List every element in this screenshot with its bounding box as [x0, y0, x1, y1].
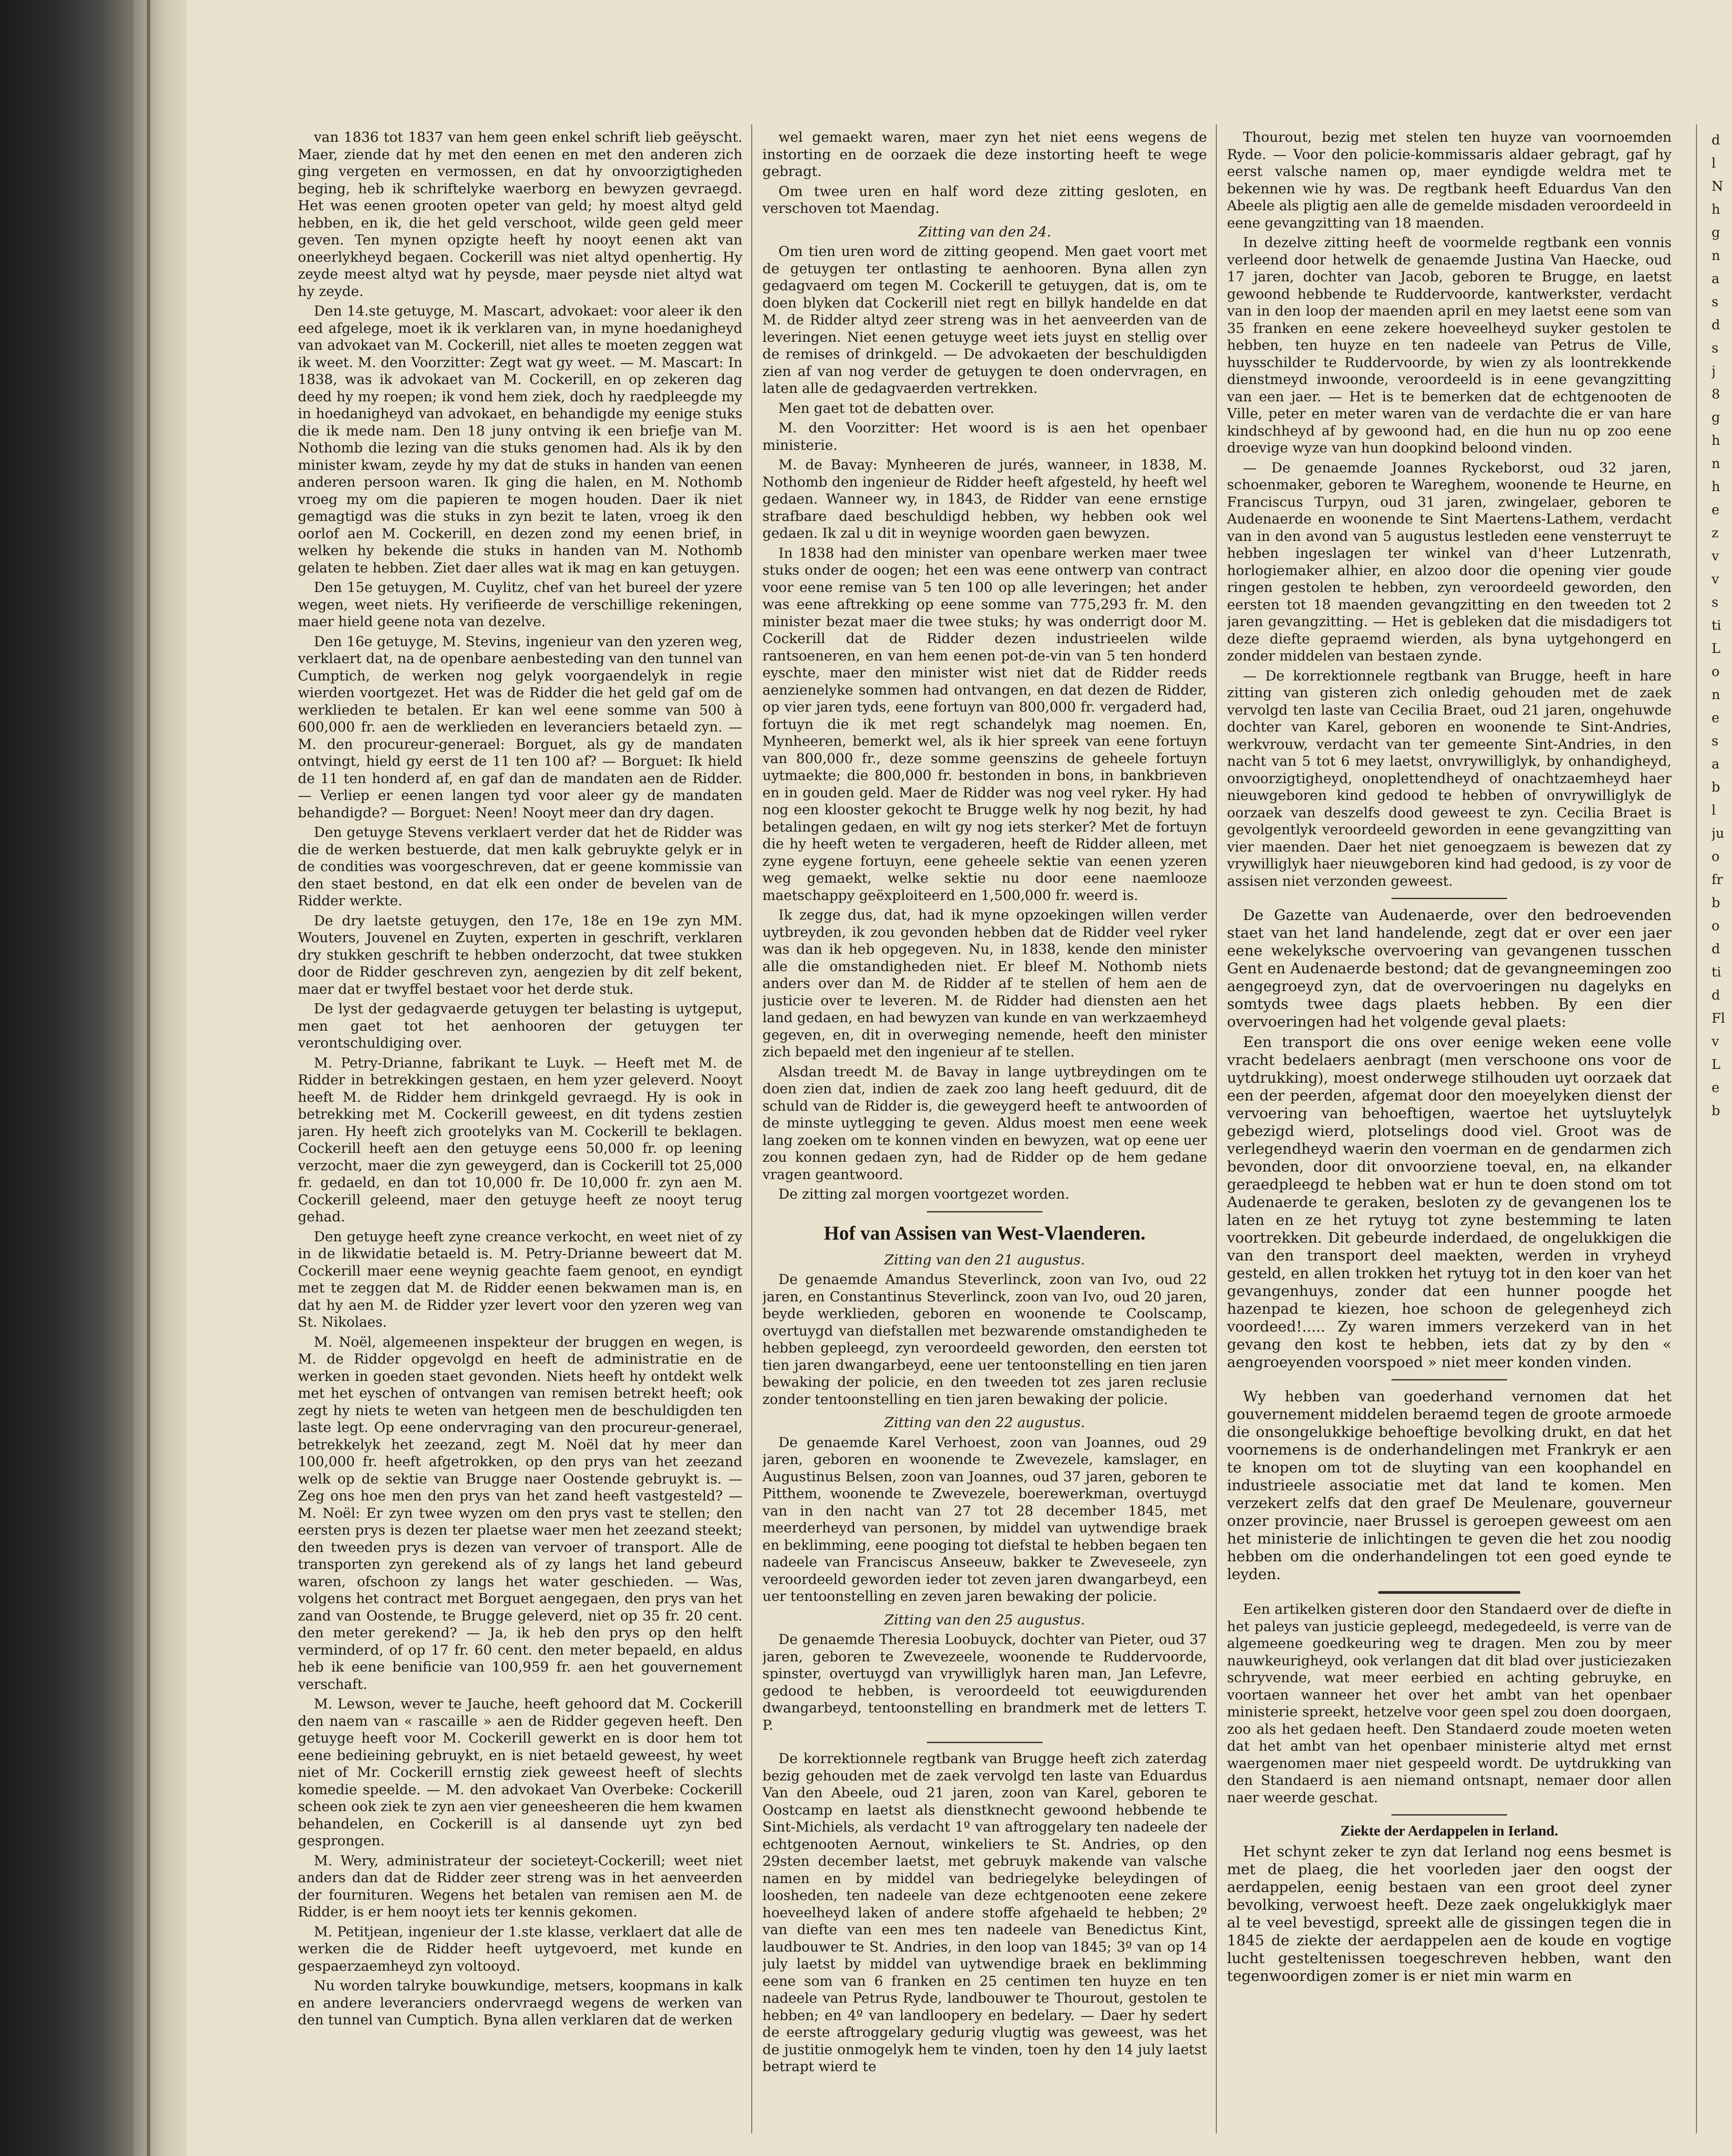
book-binding — [0, 0, 133, 2156]
section-separator — [927, 1742, 1042, 1743]
cut-off-line-start: Fl — [1712, 1011, 1725, 1026]
paragraph: Den 16e getuyge, M. Stevins, ingenieur van den yzeren weg, verklaert dat, na de openbare aenbesteding van den tunnel van Cumptich, de werken nog gelyk voorgaendelyk in regie wierden voortgezet. Het was de Ridder die het geld gaf om de werklieden te betalen. Er kan wel eene somme van 500 à 600,000 fr. aen de werklieden en leveranciers betaeld zyn. — M. den procureur-generael: Borguet, als gy de mandaten ontvingt, hield gy eerst de 11 ten 100 af? — Borguet: Ik hield de 11 ten honderd af, en gaf dan de mandaten aen de Ridder. — Verliep er eenen langen tyd voor aleer gy de mandaten behandigde? — Borguet: Neen! Nooyt meer dan dry dagen. — [298, 633, 742, 821]
paragraph: Om twee uren en half word deze zitting gesloten, en verschoven tot Maendag. — [762, 183, 1207, 216]
paragraph: Het schynt zeker te zyn dat Ierland nog eens besmet is met de plaeg, die het voorleden jaer den oogst der aerdappelen, eenig bestaen van een groot deel zyner bevolking, verwoest heeft. Deze zaek ongelukkiglyk maer al te veel bevestigd, spreekt alle de gissingen tegen die in 1845 de ziekte der aerdappelen aen de koude en vogtige lucht gesteltenissen toegeschreven hebben, want den tegenwoordigen zomer is er niet min warm en — [1227, 1842, 1672, 1984]
cut-off-line-start: o — [1712, 849, 1720, 864]
paragraph: M. de Bavay: Mynheeren de jurés, wanneer, in 1838, M. Nothomb den ingenieur de Ridder heeft afgesteld, hy heeft wel gedaen. Wanneer wy, in 1843, de Ridder van eene ernstige strafbare daed beschuldigd hebben, wy hebben ook wel gedaen. Ik zal u dit in weynige woorden gaen bewyzen. — [762, 457, 1207, 541]
cut-off-line-start: e — [1712, 502, 1720, 518]
government-article — [1227, 1388, 1672, 1583]
cut-off-line-start: d — [1712, 941, 1720, 957]
paragraph: De zitting zal morgen voortgezet worden. — [778, 1186, 1070, 1202]
cut-off-line-start: o — [1712, 918, 1720, 934]
spine-edge — [147, 0, 150, 2156]
session-heading: Zitting van den 22 augustus. — [884, 1415, 1085, 1431]
cut-off-line-start: ti — [1712, 964, 1721, 980]
cut-off-line-start: v — [1712, 548, 1719, 564]
paragraph: M. Wery, administrateur der societeyt-Cockerill; weet niet anders dan dat de Ridder zeer streng was in het aenveerden der fournituren. Wegens het betalen van remisen aen M. de Ridder, is er hem nooyt iets ter kennis gekomen. — [298, 1852, 742, 1920]
paragraph: De genaemde Theresia Loobuyck, dochter van Pieter, oud 37 jaren, geboren te Zwevezeele, woonende te Ruddervoorde, spinster, overtuygd van vrywilliglyk haren man, Jan Lefevre, gedood te hebben, is veroordeeld tot eeuwigdurenden dwangarbeyd, tentoonstelling en brandmerk met de letters T. P. — [762, 1632, 1207, 1733]
standaerd-article — [1227, 1601, 1672, 1806]
column-rule — [1216, 124, 1217, 2133]
cut-off-line-start: fr — [1712, 872, 1723, 888]
cut-off-line-start: e — [1712, 1080, 1720, 1096]
paragraph: M. den Voorzitter: Het woord is is aen het openbaer ministerie. — [762, 420, 1207, 453]
cut-off-line-start: ti — [1712, 618, 1721, 633]
paragraph: Een transport die ons over eenige weken eene volle vracht bedelaers aenbragt (men verschoone ons voor de uytdrukking), moest onderwege stilhouden uyt oorzaek dat een der peerden, afgemat door den moeyelyken dienst der vervoering van behoeftigen, waertoe het uytsluytelyk gebezigd wierd, plotselings dood viel. Groot was de verlegendheyd waerin den voerman en de gendarmen zich bevonden, door dit onvoorziene toeval, en, na elkander geraedpleegd te hebben wat er hun te doen stond om tot Audenaerde te geraken, besloten zy de gevangenen los te laten en ze het rytuyg tot zyne bestemming te laten voortrekken. Dit gebeurde inderdaed, de ongelukkigen die van den transport deel maekten, werden in vryheyd gesteld, en allen trokken het rytuyg tot in den koer van het gevangenhuys, zonder dat een hunner poogde het hazenpad te kiezen, hoe schoon de gelegenheyd zich voordeed!..... Zy waren immers verzekerd van in het gevang den kost te hebben, iets dat zy by den « aengroeyenden voorspoed » niet meer konden vinden. — [1227, 1033, 1672, 1371]
cut-off-line-start: L — [1712, 1057, 1720, 1072]
paragraph: De lyst der gedagvaerde getuygen ter belasting is uytgeput, men gaet tot het aenhooren der getuygen ter verontschuldiging over. — [298, 1001, 742, 1051]
paragraph: Den getuyge Stevens verklaert verder dat het de Ridder was die de werken bestuerde, dat men kalk gebruykte gelyk er in de condities was voorgeschreven, dat er geene kommissie van den staet bestond, en dat elk een onder de bevelen van de Ridder werkte. — [298, 824, 742, 909]
paragraph: M. Petitjean, ingenieur der 1.ste klasse, verklaert dat alle de werken die de Ridder heeft uytgevoerd, met kunde en gespaerzaemheyd zyn voltooyd. — [298, 1924, 742, 1974]
paragraph: Den 14.ste getuyge, M. Mascart, advokaet: voor aleer ik den eed afgelege, moet ik ik verklaren van, in myne hoedanigheyd van advokaet van M. Cockerill, niet alles te moeten zeggen wat ik weet. M. den Voorzitter: Zegt wat gy weet. — M. Mascart: In 1838, was ik advokaet van M. Cockerill, en op zekeren dag deed hy my roepen; ik vond hem ziek, doch hy raedpleegde my in hoedanigheyd van advokaet, en behandigde my eenige stuks die ik mede nam. Den 18 juny ontving ik een briefje van M. Nothomb die lezing van die stuks genomen had. Als ik by den minister kwam, zeyde hy my dat de stuks in handen van eenen anderen persoon waren. Ik ging die halen, en M. Nothomb vroeg my om die papieren te mogen houden. Daer ik niet gemagtigd was die stuks in zyn bezit te laten, vroeg ik den oorlof aen M. Cockerill, en dezen zond my eenen brief, in welken hy bekende die stuks in handen van M. Nothomb gelaten te hebben. Ziet daer alles wat ik mag en kan getuygen. — [298, 303, 742, 576]
cut-off-line-start: n — [1712, 456, 1720, 472]
paragraph: Een artikelken gisteren door den Standaerd over de diefte in het paleys van justicie gepleegd, medegedeeld, is verre van de algemeene goedkeuring weg te dragen. Men zou by meer nauwkeurigheyd, ook verlangen dat dit blad over justiciezaken schryvende, wat meer eerbied en achting gebruyke, en voortaen wanneer het over het ambt van het openbaer ministerie spreekt, hetzelve voor geen spel zou doen doorgaen, zoo als het gedaen heeft. Den Standaerd zoude moeten weten dat het ambt van het openbaer ministerie altyd met ernst waergenomen maer niet gespeeld wordt. De uytdrukking van den Standaerd is aen niemand ontsnapt, nemaer door allen naer weerde geschat. — [1227, 1601, 1672, 1806]
paragraph: Men gaet tot de debatten over. — [778, 400, 994, 416]
column-2 — [762, 129, 1207, 2129]
column-1 — [298, 129, 742, 2129]
paragraph: De dry laetste getuygen, den 17e, 18e en 19e zyn MM. Wouters, Jouvenel en Zuyten, experten in geschrift, verklaren dry stukken geschrift te hebben onderzocht, dat twee stukken door de Ridder geschreven zyn, aengezien by dit zelf bekent, maer dat er twyffel bestaet voor het derde stuk. — [298, 912, 742, 997]
cut-off-line-start: s — [1712, 733, 1719, 749]
cut-off-line-start: h — [1712, 202, 1720, 217]
paragraph: wel gemaekt waren, maer zyn het niet eens wegens de instorting en de oorzaek die deze instorting heeft te wege gebragt. — [762, 129, 1207, 180]
cut-off-line-start: s — [1712, 595, 1719, 610]
cut-off-line-start: b — [1712, 780, 1720, 795]
paragraph: Nu worden talryke bouwkundige, metsers, koopmans in kalk en andere leveranciers ondervraegd wegens de werken van den tunnel van Cumptich. Byna allen verklaren dat de werken — [298, 1978, 742, 2028]
column-4-cut-off — [1712, 129, 1732, 2129]
paragraph: De korrektionnele regtbank van Brugge heeft zich zaterdag bezig gehouden met de zaek vervolgd ten laste van Eduardus Van den Abeele, oud 21 jaren, zoon van Karel, geboren te Oostcamp en laetst als dienstknecht gewoond hebbende te Sint-Michiels, als verdacht 1º van aftroggelary ten nadeele der echtgenooten Aernout, winkeliers te St. Andries, op den 29sten december laetst, met gebruyk makende van valsche namen en by middel van bedriegelyke beleydingen of loosheden, ten nadeele van deze echtgenooten eene zekere hoeveelheyd laken of andere stoffe afgehaeld te hebben; 2º van diefte van een mes ten nadeele van Benedictus Kint, laudbouwer te St. Andries, in den loop van 1845; 3º van op 14 july laetst by middel van uytwendige braek en beklimming eene som van 6 franken en 25 centimen ten huyze en ten nadeele van Petrus Ryde, landbouwer te Thourout, gestolen te hebben; en 4º van landloopery en bedelary. — Daer hy sedert de eerste aftroggelary gedurig vlugtig was geweest, was het de justitie onmogelyk hem te vinden, toen hy den 14 july laetst betrapt wierd te — [762, 1751, 1207, 2075]
column-rule — [1696, 124, 1697, 2133]
cut-off-line-start: n — [1712, 248, 1720, 264]
cut-off-line-start: n — [1712, 687, 1720, 703]
cut-off-line-start: d — [1712, 132, 1720, 148]
paragraph: De genaemde Karel Verhoest, zoon van Joannes, oud 29 jaren, geboren en woonende te Zwevezele, kamslager, en Augustinus Belsen, zoon van Joannes, oud 37 jaren, geboren te Pitthem, woonende te Zwevezele, boerewerkman, overtuygd van in den nacht van 27 tot 28 december 1845, met meerderheyd van personen, by middel van uytwendige braek en beklimming, eene pooging tot diefstal te hebben begaen ten nadeele van Franciscus Anseeuw, bakker te Zweveseele, zyn veroordeeld geworden ieder tot zeven jaren dwangarbeyd, een uer tentoonstelling en zeven jaren bewaking der policie. — [762, 1434, 1207, 1604]
section-title-assisen: Hof van Assisen van West-Vlaenderen. — [824, 1222, 1146, 1244]
paragraph: — De korrektionnele regtbank van Brugge, heeft in hare zitting van gisteren zich onledig gehouden met de zaek vervolgd ten laste van Cecilia Braet, oud 21 jaren, ongehuwde dochter van Karel, geboren en woonende te Sint-Andries, werkvrouw, verdacht van ter gemeente Sint-Andries, in den nacht van 5 tot 6 mey laetst, onvrywilliglyk, by onhandigheyd, onvoorzigtigheyd, onoplettendheyd of onachtzaemheyd haer nieuwgeboren kind gedood te hebben of onvrywilliglyk de oorzaek van deszelfs dood geweest te zyn. Cecilia Braet is gevolgentlyk veroordeeld geworden in eene gevangzitting van vier maenden. Daer het niet genoegzaem is bewezen dat zy vrywilliglyk haer nieuwgeboren kind had gedood, is zy voor de assisen niet verzonden geweest. — [1227, 668, 1672, 889]
paragraph: De genaemde Amandus Steverlinck, zoon van Ivo, oud 22 jaren, en Constantinus Steverlinck, zoon van Ivo, oud 20 jaren, beyde werklieden, geboren en woonende te Coolscamp, overtuygd van diefstallen met bezwarende omstandigheden te hebben gepleegd, zyn veroordeeld geworden, den eersten tot tien jaren dwangarbeyd, eene uer tentoonstelling en tien jaren bewaking der policie, en den tweeden tot zes jaren reclusie zonder tentoonstelling en tien jaren bewaking der policie. — [762, 1272, 1207, 1408]
section-separator — [1391, 898, 1507, 899]
column-rule — [751, 124, 752, 2133]
cut-off-line-start: h — [1712, 479, 1720, 495]
paragraph: Thourout, bezig met stelen ten huyze van voornoemden Ryde. — Voor den policie-kommissaris aldaer gebragt, gaf hy eerst valsche namen op, maer eyndigde weldra met te bekennen wie hy was. De regtbank heeft Eduardus Van den Abeele als pligtig aen alle de gemelde misdaden veroordeeld in eene gevangzitting van 18 maenden. — [1227, 129, 1672, 231]
cut-off-line-start: a — [1712, 756, 1720, 772]
paragraph: Alsdan treedt M. de Bavay in lange uytbreydingen om te doen zien dat, indien de zaek zoo lang heeft geduurd, dit de schuld van de Ridder is, die geweygerd heeft te antwoorden of de minste uytlegging te geven. Aldus moest men eene week lang zoeken om te konnen vinden en bewyzen, wat op eene uer zou konnen gedaen zyn, had de Ridder op de hem gedane vragen geantwoord. — [762, 1064, 1207, 1183]
cut-off-line-start: e — [1712, 710, 1720, 726]
ornamental-separator — [1378, 1591, 1520, 1594]
verdict-text — [762, 1434, 1207, 1605]
cut-off-line-start: 8 — [1712, 387, 1720, 402]
paragraph: De Gazette van Audenaerde, over den bedroevenden staet van het land handelende, zegt dat er over een jaer eene wekelyksche overvoering van gevangenen tusschen Gent en Audenaerde bestond; dat de gevangneemingen zoo aengegroeyd zyn, dat de overvoeringen nu dagelyks en somtyds twee dags plaets hebben. By een dier overvoeringen had het volgende geval plaets: — [1227, 906, 1672, 1030]
col2-continuation — [762, 129, 1207, 217]
newspaper-page — [187, 0, 1732, 2156]
cut-off-line-start: N — [1712, 179, 1724, 194]
column-3 — [1227, 129, 1672, 2129]
cut-off-line-start: g — [1712, 225, 1720, 240]
cut-off-line-start: l — [1712, 803, 1716, 818]
section-title-potato-disease: Ziekte der Aerdappelen in Ierland. — [1340, 1823, 1558, 1839]
cut-off-line-start: s — [1712, 340, 1719, 356]
section-separator — [1391, 1814, 1507, 1816]
cut-off-line-start: v — [1712, 572, 1719, 587]
paragraph: Om tien uren word de zitting geopend. Men gaet voort met de getuygen ter ontlasting te aenhooren. Byna allen zyn gedagvaerd om tegen M. Cockerill te getuygen, dat is, om te doen blyken dat Cockerill niet regt en billyk handelde en dat M. de Ridder altyd zeer streng was in het aenveerden van de leveringen. Niet eenen getuyge weet iets juyst en stellig over de remises of drinkgeld. — De advokaeten der beschuldigden zien af van nog verder de getuygen te doen ondervragen, en laten alle de gedagvaerden vertrekken. — [762, 244, 1207, 396]
paragraph: Den 15e getuygen, M. Cuylitz, chef van het bureel der yzere wegen, weet niets. Hy verifieerde de verschillige rekeningen, maer hield geene nota van dezelve. — [298, 580, 742, 630]
session-heading: Zitting van den 24. — [918, 224, 1051, 240]
paragraph: van 1836 tot 1837 van hem geen enkel schrift lieb geëyscht. Maer, ziende dat hy met den eenen en met den anderen zich ging vergeten en vermossen, en dat hy onvoorzigtigheden beging, heb ik schriftelyke waerborg en bewyzen gevraegd. Het was eenen grooten opeter van geld; hy moest altyd geld hebben, en ik, die het geld verschoot, wilde geen geld meer geven. Ten mynen opzigte heeft hy nooyt eenen akt van oneerlykheyd begaen. Cockerill was niet altyd openhertig. Hy zeyde meest altyd wat hy peysde, maer peysde niet altyd wat hy zeyde. — [298, 129, 742, 300]
cut-off-line-start: j — [1712, 364, 1716, 379]
verdict-text — [762, 1271, 1207, 1408]
session-heading: Zitting van den 25 augustus. — [884, 1612, 1085, 1628]
session-heading: Zitting van den 21 augustus. — [884, 1252, 1085, 1268]
cut-off-line-start: b — [1712, 1103, 1720, 1119]
paragraph: — De genaemde Joannes Ryckeborst, oud 32 jaren, schoenmaker, geboren te Wareghem, woonende te Heurne, en Franciscus Turpyn, oud 31 jaren, zwingelaer, geboren te Audenaerde en woonende te Sint Maertens-Lathem, verdacht van in den avond van 5 augustus lestleden eene vensterruyt te hebben ingeslagen ter winkel van d'heer Lutzenrath, horlogiemaker alhier, en alzoo door die opening vier goude ringen gestolen te hebben, zyn veroordeeld geworden, den eersten tot 18 maenden gevangzitting en den tweeden tot 2 jaren gevangzitting. — Het is gebleken dat die misdadigers tot deze diefte gepraemd wierden, als byna uytgehongerd en zonder middelen van bestaen zynde. — [1227, 460, 1672, 664]
cut-off-line-start: z — [1712, 525, 1719, 541]
cut-off-line-start: v — [1712, 1034, 1719, 1049]
paragraph: M. Noël, algemeenen inspekteur der bruggen en wegen, is M. de Ridder opgevolgd en heeft de administratie en de werken in goeden staet gevonden. Niets heeft hy ontdekt welk met het eyschen of ontvangen van remisen betrekt heeft; ook zegt hy niets te weten van hetgeen men de beschuldigden ten laste legt. Op eene ondervraging van den procureur-generael, betrekkelyk het zeezand, zegt M. Noël dat hy meer dan 100,000 fr. heeft afgetrokken, op den prys van het zeezand welk op de sektie van Brugge naer Oostende gebruykt is. — Zeg ons hoe men den prys van het zand heeft vastgesteld? — M. Noël: Er zyn twee wyzen om den prys vast te stellen; den eersten prys is dezen ter plaetse waer men het zeezand steekt; den tweeden prys is dezen van vervoer of transport. Alle de transporten zyn gerekend als of zy langs het land gebeurd waren, ofschoon zy langs het water geschieden. — Was, volgens het contract met Borguet aengegaen, den prys van het zand van Oostende, te Brugge geleverd, niet op 35 fr. 20 cent. den meter gerekend? — Ja, ik heb den prys op den helft verminderd, of op 17 fr. 60 cent. den meter bepaeld, en aldus heb ik eene benificie van 100,959 fr. aen het gouvernement verschaft. — [298, 1334, 742, 1692]
cut-off-line-start: l — [1712, 156, 1716, 171]
correctional-court-text — [762, 1750, 1207, 2076]
cut-off-line-start: o — [1712, 664, 1720, 680]
page-gutter — [133, 0, 187, 2156]
verdict-text — [762, 1631, 1207, 1734]
paragraph: In dezelve zitting heeft de voormelde regtbank een vonnis verleend door hetwelk de genaemde Justina Van Haecke, oud 17 jaren, dochter van Jacob, geboren te Brugge, en laetst gewoond hebbende te Ruddervoorde, kantwerkster, verdacht van in den loop der maenden april en mey laetst eene som van 35 franken en eene zekere hoeveelheyd suyker gestolen te hebben, ten huyze en ten nadeele van Petrus de Ville, huysschilder te Ruddervoorde, by wien zy als loontrekkende dienstmeyd inwoonde, veroordeeld is in eene gevangzitting van een jaer. — Het is te bemerken dat de echtgenooten de Ville, peter en meter waren van de verdachte die er van hare kindschheyd af by gewoond had, en die hun nu op zoo eene droevige wyze van hun doopkind beloond vinden. — [1227, 235, 1672, 456]
paragraph: M. Petry-Drianne, fabrikant te Luyk. — Heeft met M. de Ridder in betrekkingen gestaen, en hem yzer geleverd. Nooyt heeft M. de Ridder hem drinkgeld gevraegd. Hy is ook in betrekking met M. Cockerill geweest, en dit tydens zestien jaren. Hy heeft zich grootelyks van M. Cockerill te beklagen. Cockerill heeft aen den getuyge eens 50,000 fr. op leening verzocht, maer die zyn geweygerd, dan is Cockerill tot 25,000 fr. gedaeld, en dan tot 10,000 fr. De 10,000 fr. zyn aen M. Cockerill geleend, maer den getuyge heeft ze nooyt terug gehad. — [298, 1055, 742, 1225]
cut-off-line-start: ju — [1712, 826, 1724, 841]
paragraph: Ik zegge dus, dat, had ik myne opzoekingen willen verder uytbreyden, ik zou gevonden hebben dat de Ridder veel ryker was dan ik heb opgegeven. Nu, in 1838, kende den minister alle die omstandigheden niet. Er bleef M. Nothomb niets anders over dan M. de Ridder af te stellen of hem aen de justicie over te leveren. M. de Ridder had diensten aen het land gedaen, en had bewyzen van kunde en van werkzaemheyd gegeven, en, dit in overweging nemende, heeft den minister zich bepaeld met den ingenieur af te stellen. — [762, 907, 1207, 1060]
cut-off-line-start: d — [1712, 988, 1720, 1003]
cut-off-line-start: b — [1712, 895, 1720, 911]
cut-off-line-start: a — [1712, 271, 1720, 287]
paragraph: Wy hebben van goederhand vernomen dat het gouvernement middelen beraemd tegen de groote armoede die onsongelukkige behoeftige bevolking drukt, en dat het voornemens is de onderhandelingen met Frankryk er aen te knopen om tot de sluyting van een koophandel en industrieele associatie met dat land te komen. Men verzekert zelfs dat den graef De Meulenare, gouverneur onzer provincie, naer Brussel is geroepen geweest om aen het ministerie de inlichtingen te geven die het zou noodig hebben om die onderhandelingen tot een goed eynde te leyden. — [1227, 1388, 1672, 1583]
gazette-audenaerde-article — [1227, 906, 1672, 1371]
paragraph: Den getuyge heeft zyne creance verkocht, en weet niet of zy in de likwidatie betaeld is. M. Petry-Drianne beweert dat M. Cockerill maer eene weynig geachte faem genoot, en eyndigt met te zeggen dat M. de Ridder eenen bekwamen man is, en dat hy aen M. de Ridder yzer levert voor den yzeren weg van St. Nikolaes. — [298, 1228, 742, 1330]
col3-continuation — [1227, 129, 1672, 890]
col2-session-text — [762, 243, 1207, 1203]
paragraph: In 1838 had den minister van openbare werken maer twee stuks onder de oogen; het een was eene ontwerp van contract voor eene remise van 5 ten 100 op alle leveringen; het ander was eene aftrekking op eene somme van 775,293 fr. M. den minister bezat maer die twee stuks; hy was onderrigt door M. Cockerill dat de Ridder dezen industrieelen wilde rantsoeneren, en van hem eenen pot-de-vin van 5 ten honderd eyschte, maer den minister wist niet dat de Ridder reeds aenzienelyke sommen had ontvangen, en dat dezen de Ridder, op vier jaren tyds, eene fortuyn van 800,000 fr. vergaderd had, fortuyn die ik met regt schandelyk mag noemen. En, Mynheeren, bemerkt wel, als ik hier spreek van eene fortuyn van 800,000 fr., deze somme geenszins de geheele fortuyn uytmaekte; die 800,000 fr. bestonden in bons, in bankbrieven en in gouden geld. Maer de Ridder was nog veel ryker. Hy had nog een klooster gekocht te Brugge welk hy nog bezit, hy had betalingen gedaen, en wilt gy nog iets sterker? Met de fortuyn die hy heeft weten te vergaderen, heeft de Ridder alleen, met zyne eygene fortuyn, eene geheele sektie van eenen yzeren weg gemaekt, welke sektie nu door eene naemlooze maetschappy geëxploiteerd en 1,500,000 fr. weerd is. — [762, 545, 1207, 904]
cut-off-line-start: L — [1712, 641, 1720, 656]
cut-off-line-start: g — [1712, 410, 1720, 425]
cut-off-line-start: d — [1712, 317, 1720, 333]
section-separator — [927, 1211, 1042, 1212]
paragraph: M. Lewson, wever te Jauche, heeft gehoord dat M. Cockerill den naem van « rascaille » aen de Ridder gegeven heeft. Den getuyge heeft voor M. Cockerill gewerkt en is door hem tot eene bedieining gebruykt, en is niet betaeld geweest, hy weet niet of Mr. Cockerill ernstig ziek geweest heeft of slechts komedie speelde. — M. den advokaet Van Overbeke: Cockerill scheen ook ziek te zyn aen vier geneesheeren die hem kwamen behandelen, en Cockerill is al dansende uyt zyn bed gesprongen. — [298, 1696, 742, 1849]
cut-off-line-start: s — [1712, 294, 1719, 310]
section-separator — [1391, 1379, 1507, 1380]
potato-disease-text — [1227, 1843, 1672, 1985]
cut-off-line-start: h — [1712, 433, 1720, 448]
